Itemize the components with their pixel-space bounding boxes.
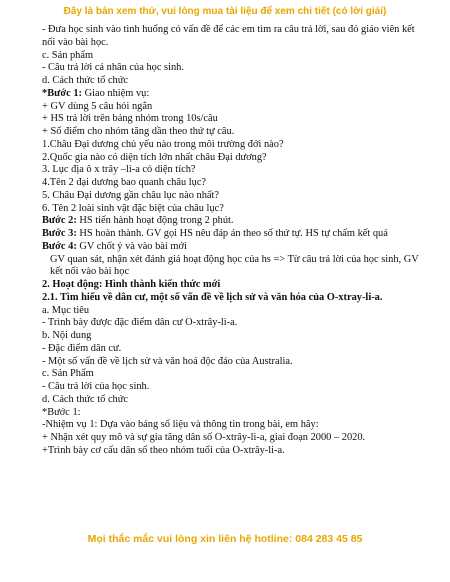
paragraph: c. Sản phẩm [42,49,94,61]
paragraph: + Nhận xét quy mô và sự gia tăng dân số Ô-xtrây-li-a, giai đoạn 2000 – 2020. [42,432,366,443]
question-item: 2.Quốc gia nào có diện tích lớn nhất châu Đại dương? [42,151,267,163]
document-body [42,24,430,458]
paragraph: - Câu trả lời cá nhân của học sinh. [42,62,184,74]
step-label: Bước 4: [42,240,77,252]
question-item: 1.Châu Đại dương chủ yếu nào trong môi trường đới nào? [42,138,284,150]
paragraph: - Đặc điểm dân cư. [42,342,122,354]
paragraph: a. Mục tiêu [42,304,90,316]
step-heading [42,228,430,241]
section-heading [42,279,430,292]
step-text: HS hoàn thành. GV gọi HS nêu đáp án theo số thứ tự. HS tự chấm kết quả [76,228,388,239]
paragraph: c. Sản Phẩm [42,368,94,380]
subsection-heading [42,292,430,305]
paragraph: *Bước 1: [42,406,81,418]
paragraph: - Câu trả lời của học sinh. [42,381,150,392]
paragraph: - Một số vấn đề về lịch sử và văn hoá độc đáo của Australia. [42,355,293,367]
paragraph: + Số điểm cho nhóm tăng dần theo thứ tự câu. [42,126,235,137]
paragraph: - Đưa học sinh vào tình huống có vấn đề để các em tìm ra câu trả lời, sau đó giáo viên kết nối vào bài học. [42,24,415,48]
question-item: 4.Tên 2 đại dương bao quanh châu lục? [42,177,207,188]
question-item: 3. Lục địa ô x trây –li-a có diện tích? [42,164,196,176]
step-label: Bước 2: [42,215,77,227]
step-label: Bước 3: [42,228,77,239]
preview-banner: Đây là bản xem thử, vui lòng mua tài liệu để xem chi tiết (có lời giải) [63,6,387,17]
step-text: Giao nhiệm vụ: [81,87,150,99]
paragraph: - Trình bày được đặc điểm dân cư Ô-xtrây-li-a. [42,317,238,329]
step-text: GV chốt ý và vào bài mới [76,240,187,252]
step-heading [42,241,430,254]
question-item: 6. Tên 2 loài sinh vật đặc biệt của châu lục? [42,202,224,214]
section-heading-text: 2. Hoạt động: Hình thành kiến thức mới [42,279,221,290]
paragraph: d. Cách thức tổ chức [42,75,128,86]
paragraph: d. Cách thức tổ chức [42,393,128,405]
step-heading [42,215,430,228]
question-item: 5. Châu Đại dương gần châu lục nào nhất? [42,189,220,201]
paragraph: -Nhiệm vụ 1: Dựa vào bảng số liệu và thông tin trong bài, em hãy: [42,419,319,431]
step-label: *Bước 1: [42,87,82,99]
subsection-heading-text: 2.1. Tìm hiểu về dân cư, một số vấn đề về lịch sử và văn hóa của Ô-xtray-li-a. [42,291,383,303]
paragraph: +Trình bày cơ cấu dân số theo nhóm tuổi của Ô-xtrây-li-a. [42,444,285,456]
step-heading [42,88,430,101]
hotline-banner: Mọi thắc mắc vui lòng xin liên hệ hotline: 084 283 45 85 [87,533,363,545]
paragraph: + HS trả lời trên bảng nhóm trong 10s/câu [42,113,218,125]
paragraph: + GV dùng 5 câu hỏi ngắn [42,100,153,112]
paragraph: GV quan sát, nhận xét đánh giá hoạt động học của hs => Từ câu trả lời của học sinh, GV kết nối vào bài học [50,253,419,278]
step-text: HS tiến hành hoạt động trong 2 phút. [76,215,234,227]
paragraph: b. Nội dung [42,330,92,341]
